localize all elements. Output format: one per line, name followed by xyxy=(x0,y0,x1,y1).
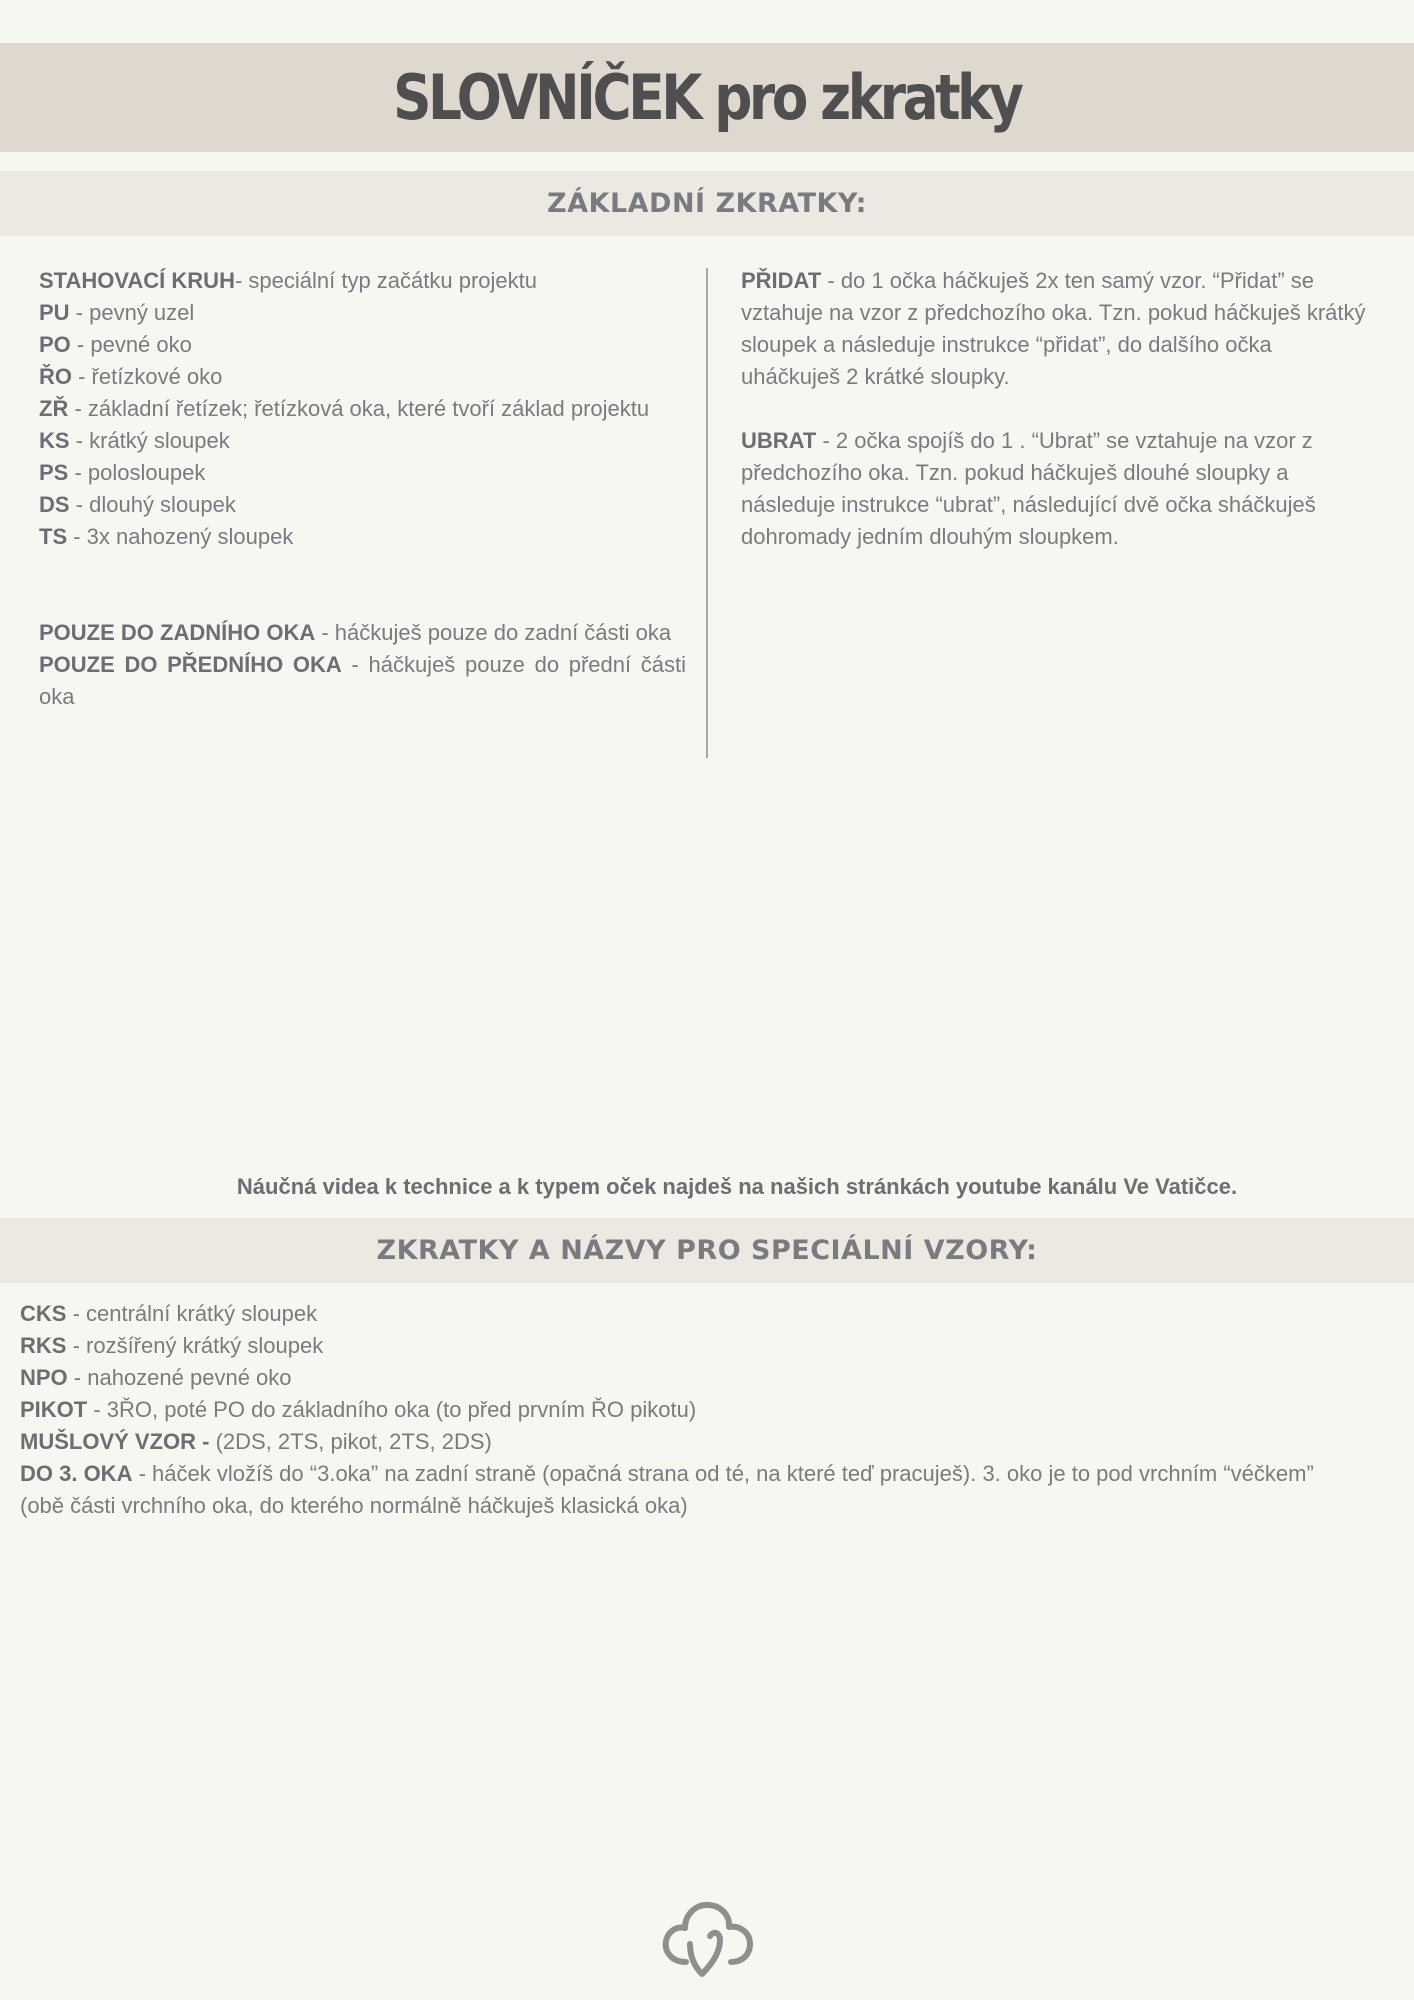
section-header-basic xyxy=(0,171,1414,236)
glossary-item: PIKOT - 3ŘO, poté PO do základního oka (to před prvním ŘO pikotu) xyxy=(20,1397,697,1422)
glossary-item: TS - 3x nahozený sloupek xyxy=(39,524,294,549)
glossary-item: MUŠLOVÝ VZOR - (2DS, 2TS, pikot, 2TS, 2DS) xyxy=(20,1429,492,1454)
glossary-item: UBRAT - 2 očka spojíš do 1 . “Ubrat” se vztahuje na vzor z předchozího oka. Tzn. pokud háčkuješ dlouhé sloupky a následuje instrukce “ubrat”, následující dvě očka sháčkuješ dohromady jedním dlouhým sloupkem. xyxy=(741,428,1316,549)
glossary-item: PS - polosloupek xyxy=(39,460,206,485)
glossary-item: POUZE DO ZADNÍHO OKA - háčkuješ pouze do zadní části oka xyxy=(39,620,672,645)
glossary-item: PO - pevné oko xyxy=(39,332,192,357)
glossary-item: RKS - rozšířený krátký sloupek xyxy=(20,1333,324,1358)
glossary-item: ZŘ - základní řetízek; řetízková oka, které tvoří základ projektu xyxy=(39,396,650,421)
spacer xyxy=(39,553,686,617)
glossary-item: STAHOVACÍ KRUH- speciální typ začátku projektu xyxy=(39,268,538,293)
cloud-v-logo-icon xyxy=(660,1896,756,1980)
glossary-item: PŘIDAT - do 1 očka háčkuješ 2x ten samý vzor. “Přidat” se vztahuje na vzor z předchozího oka. Tzn. pokud háčkuješ krátký sloupek a následuje instrukce “přidat”, do dalšího očka uháčkuješ 2 krátké sloupky. xyxy=(741,268,1366,389)
glossary-item: DO 3. OKA - háček vložíš do “3.oka” na zadní straně (opačná strana od té, na které teď pracuješ). 3. oko je to pod vrchním “véčkem” (obě části vrchního oka, do kterého normálně háčkuješ klasická oka) xyxy=(20,1461,1314,1518)
glossary-item: POUZE DO PŘEDNÍHO OKA - háčkuješ pouze do přední části oka xyxy=(39,652,687,709)
section-title-basic: ZÁKLADNÍ ZKRATKY: xyxy=(547,188,867,219)
page-title: SLOVNÍČEK pro zkratky xyxy=(393,61,1021,134)
glossary-item: DS - dlouhý sloupek xyxy=(39,492,236,517)
spacer xyxy=(741,393,1374,425)
column-divider xyxy=(706,268,708,758)
special-list xyxy=(20,1298,1350,1522)
basic-right-column xyxy=(741,265,1374,553)
video-note: Náučná videa k technice a k typem oček najdeš na našich stránkách youtube kanálu Ve Vatičce. xyxy=(236,1174,1238,1199)
section-title-special: ZKRATKY A NÁZVY PRO SPECIÁLNÍ VZORY: xyxy=(376,1235,1038,1266)
glossary-item: NPO - nahozené pevné oko xyxy=(20,1365,292,1390)
basic-left-column xyxy=(39,265,686,713)
glossary-item: KS - krátký sloupek xyxy=(39,428,230,453)
glossary-item: ŘO - řetízkové oko xyxy=(39,364,223,389)
section-header-special xyxy=(0,1218,1414,1283)
glossary-item: CKS - centrální krátký sloupek xyxy=(20,1301,318,1326)
glossary-item: PU - pevný uzel xyxy=(39,300,195,325)
title-band xyxy=(0,43,1414,152)
